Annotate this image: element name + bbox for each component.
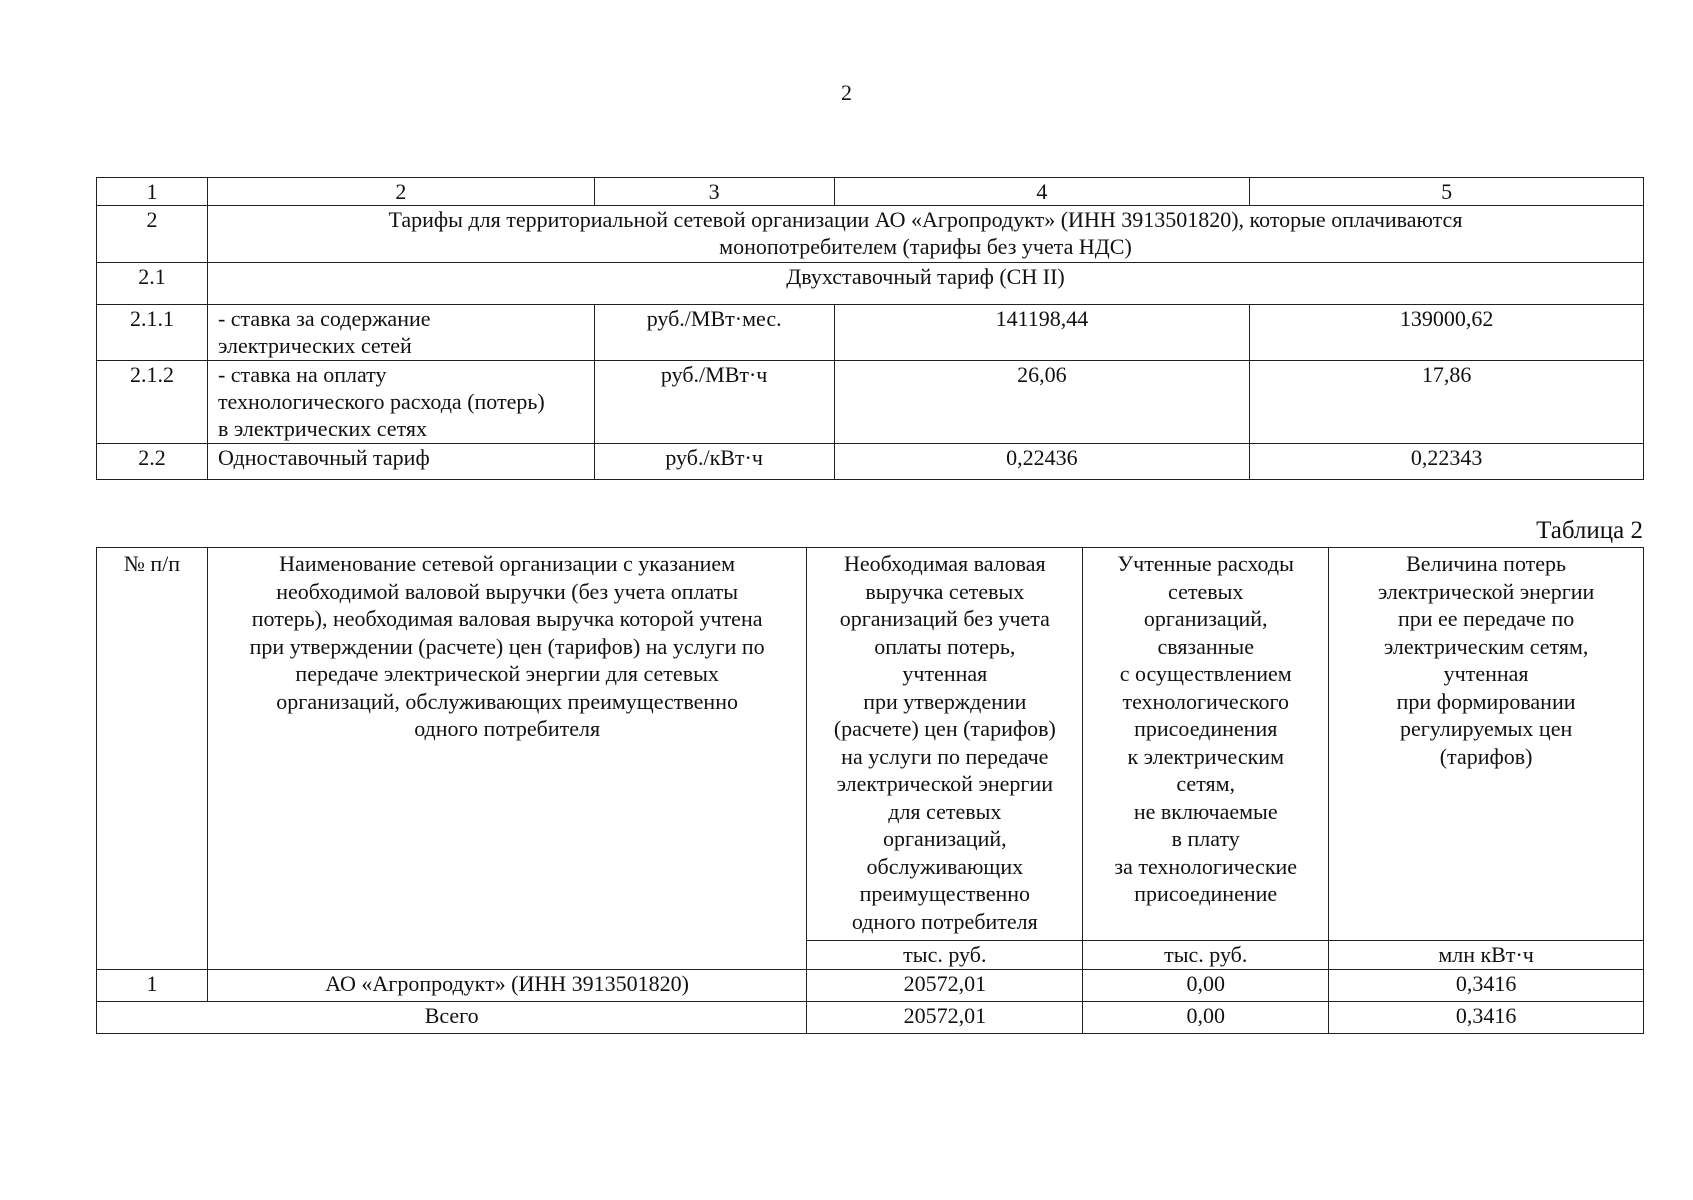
row-number: 2.2: [97, 444, 208, 480]
unit-nvv: тыс. руб.: [807, 941, 1083, 970]
subsection-number: 2.1: [97, 263, 208, 305]
header-name: Наименование сетевой организации с указанием необходимой валовой выручки (без учета оплаты потерь), необходимая валовая выручка которой учтена при утверждении (расчете) цен (тарифов) на услуги по передаче электрической энергии для сетевых организаций, обслуживающих преимущественно одного потребителя: [207, 548, 806, 970]
row-value-col4: 26,06: [834, 361, 1250, 444]
row-number: 1: [97, 969, 208, 1001]
row-number: 2.1.1: [97, 305, 208, 361]
table-row: [97, 305, 1644, 361]
table-row: [97, 444, 1644, 480]
col-number: 3: [594, 178, 834, 206]
row-name: Одноставочный тариф: [207, 444, 594, 480]
unit-expenses: тыс. руб.: [1083, 941, 1329, 970]
total-row: [97, 1001, 1644, 1033]
section-number: 2: [97, 206, 208, 263]
row-expenses: 0,00: [1083, 969, 1329, 1001]
row-value-col5: 139000,62: [1250, 305, 1644, 361]
row-unit: руб./МВт·ч: [594, 361, 834, 444]
tariff-table: [96, 177, 1644, 480]
row-number: 2.1.2: [97, 361, 208, 444]
section-title: Тарифы для территориальной сетевой организации АО «Агропродукт» (ИНН 3913501820), которые оплачиваются монопотребителем (тарифы без учета НДС): [207, 206, 1643, 263]
total-expenses: 0,00: [1083, 1001, 1329, 1033]
col-number: 5: [1250, 178, 1644, 206]
header-expenses: Учтенные расходы сетевых организаций, связанные с осуществлением технологического присоединения к электрическим сетям, не включаемые в плату за технологические присоединение: [1083, 548, 1329, 941]
row-organization: АО «Агропродукт» (ИНН 3913501820): [207, 969, 806, 1001]
total-nvv: 20572,01: [807, 1001, 1083, 1033]
row-unit: руб./МВт·мес.: [594, 305, 834, 361]
column-number-row: [97, 178, 1644, 206]
row-nvv: 20572,01: [807, 969, 1083, 1001]
table-row: [97, 969, 1644, 1001]
row-value-col4: 0,22436: [834, 444, 1250, 480]
header-row: [97, 548, 1644, 941]
table-caption: Таблица 2: [1536, 517, 1643, 544]
table-row: [97, 361, 1644, 444]
total-label: Всего: [97, 1001, 807, 1033]
row-losses: 0,3416: [1329, 969, 1644, 1001]
subsection-row: [97, 263, 1644, 305]
header-nvv: Необходимая валовая выручка сетевых организаций без учета оплаты потерь, учтенная при утверждении (расчете) цен (тарифов) на услуги по передаче электрической энергии для сетевых организаций, обслуживающих преимущественно одного потребителя: [807, 548, 1083, 941]
subsection-title: Двухставочный тариф (СН II): [207, 263, 1643, 305]
header-losses: Величина потерь электрической энергии при ее передаче по электрическим сетям, учтенная при формировании регулируемых цен (тарифов): [1329, 548, 1644, 941]
header-number: № п/п: [97, 548, 208, 970]
unit-losses: млн кВт·ч: [1329, 941, 1644, 970]
row-name: - ставка за содержание электрических сетей: [207, 305, 594, 361]
total-losses: 0,3416: [1329, 1001, 1644, 1033]
row-unit: руб./кВт·ч: [594, 444, 834, 480]
row-value-col4: 141198,44: [834, 305, 1250, 361]
row-name: - ставка на оплату технологического расхода (потерь) в электрических сетях: [207, 361, 594, 444]
row-value-col5: 17,86: [1250, 361, 1644, 444]
section-row: [97, 206, 1644, 263]
col-number: 2: [207, 178, 594, 206]
network-organization-table: [96, 547, 1644, 1034]
row-value-col5: 0,22343: [1250, 444, 1644, 480]
col-number: 4: [834, 178, 1250, 206]
page-number: 2: [841, 80, 852, 105]
col-number: 1: [97, 178, 208, 206]
